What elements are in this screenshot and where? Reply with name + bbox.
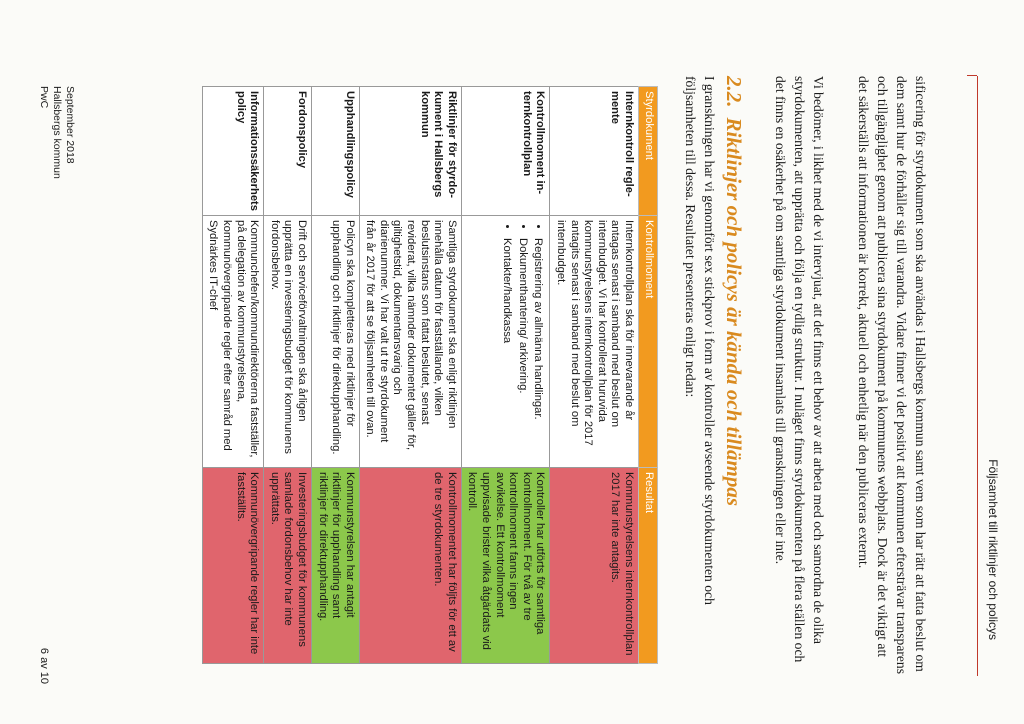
- control-bullet-list: [500, 220, 545, 463]
- result-cell: Kommunövergripande regler har inte fastställts.: [202, 468, 263, 664]
- control-cell: Drift och serviceförvaltningen ska årligen upprätta en investeringsbudget för kommunens fordonsbehov.: [264, 216, 312, 468]
- control-cell: Internkontrollplan ska för innevarande år antagas senast i samband med beslut om internbudget. Vi har kontrollerat huruvida kommunstyrelsens internkontrollplan för 2017 antagits senast i samband med beslut om internbudget.: [550, 216, 639, 468]
- section-heading: [721, 76, 746, 506]
- section-number: 2.2.: [722, 76, 746, 108]
- result-cell: Investeringsbudget för kommunens samlade fordonsbehov har inte upprättats.: [264, 468, 312, 664]
- control-cell: Samtliga styrdokument ska enligt riktlinjen innehålla datum för fastställande, vilken beslutsinstans som fattat beslutet, senast reviderat, vilka nämnder dokumentet gäller för, giltighetstid, dokumentansvarig och diarienummer. Vi har valt ut tre styrdokument från år 2017 för att se följsamheten till ovan.: [359, 216, 461, 468]
- header-styrdokument: Styrdokument: [639, 87, 658, 216]
- doc-cell: Riktlinjer för styrdo- kument i Hallsbergs kommun: [359, 87, 461, 216]
- footer-date: September 2018: [64, 86, 76, 164]
- running-header: Följsamhet till riktlinjer och policys: [986, 459, 1000, 640]
- table-row: [202, 87, 263, 664]
- result-cell: Kontrollmomentet har följts för ett av de tre styrdokumenten.: [359, 468, 461, 664]
- footer-org: Hallsbergs kommun: [51, 86, 63, 179]
- list-item: • Dokumenthantering/ arkivering.: [515, 238, 529, 463]
- intro-paragraph: sificering för styrdokument som ska användas i Hallsbergs kommun samt vem som har rätt att fatta beslut om dem samt hur de förhåller sig till varandra. Vidare finner vi det positivt att kommunen eftersträvar transparens och tillgänglighet genom att publicera sina styrdokument på kommunens webbplats. Dock är det viktigt att det säkerställs att informationen är korrekt, aktuell och enhetlig när den publiceras externt.: [856, 76, 928, 674]
- result-cell: Kommunstyrelsen har antagit riktlinjer för upphandling samt riktlinjer för direktupphandling.: [311, 468, 359, 664]
- doc-cell: Kontrollmoment in- ternkontrollplan: [461, 87, 550, 216]
- assessment-paragraph: Vi bedömer, i likhet med de vi intervjuat, att det finns ett behov av att arbeta med och samordna de olika styrdokumenten, att upprätta och följa en tydlig struktur. I nuläget finns styrdokumenten på flera ställen och det finns en osäkerhet på om samtliga styrdokument insamlats till granskningen eller inte.: [773, 76, 826, 663]
- table-row: [264, 87, 312, 664]
- control-cell: Kommunchefen/kommundirektörerna fastställer, på delegation av kommunstyrelsena, kommunövergripande regler efter samråd med Sydnärkes IT-chef: [202, 216, 263, 468]
- doc-cell: Internkontroll regle- mente: [550, 87, 639, 216]
- table-row: [359, 87, 461, 664]
- header-kontrollmoment: Kontrollmoment: [639, 216, 658, 468]
- header-resultat: Resultat: [639, 468, 658, 664]
- table-row: [550, 87, 639, 664]
- control-table: [202, 86, 658, 664]
- page-number: 6 av 10: [38, 647, 50, 684]
- table-header-row: [639, 87, 658, 664]
- result-cell: Kontroller har utförts för samtliga kontrollmoment. För två av tre kontrollmoment fanns ingen avvikelse. Ett kontrollmoment uppvisade brister vilka åtgärdats vid kontroll.: [461, 468, 550, 664]
- doc-cell: Upphandlingspolicy: [311, 87, 359, 216]
- result-cell: Kommunstyrelsens internkontrollplan 2017 har inte antagits.: [550, 468, 639, 664]
- doc-cell: Informationssäkerhets policy: [202, 87, 263, 216]
- header-rule: [977, 76, 978, 676]
- control-cell: Policyn ska kompletteras med riktlinjer för upphandling och riktlinjer för direktupphandling.: [311, 216, 359, 468]
- doc-cell: Fordonspolicy: [264, 87, 312, 216]
- footer-firm: PwC: [38, 86, 50, 109]
- table-row: [461, 87, 550, 664]
- section-title: Riktlinjer och policys är kända och tillämpas: [722, 117, 746, 507]
- control-cell: [461, 216, 550, 468]
- list-item: • Registrering av allmänna handlingar.: [531, 238, 545, 463]
- footer-left: [37, 86, 76, 686]
- table-row: [311, 87, 359, 664]
- list-item: • Kontakter/handkassa: [500, 238, 514, 463]
- section-paragraph: I granskningen har vi genomfört sex stickprov i form av kontroller avseende styrdokumenten och följsamheten till dessa. Resultatet presenteras enligt nedan:: [683, 76, 717, 605]
